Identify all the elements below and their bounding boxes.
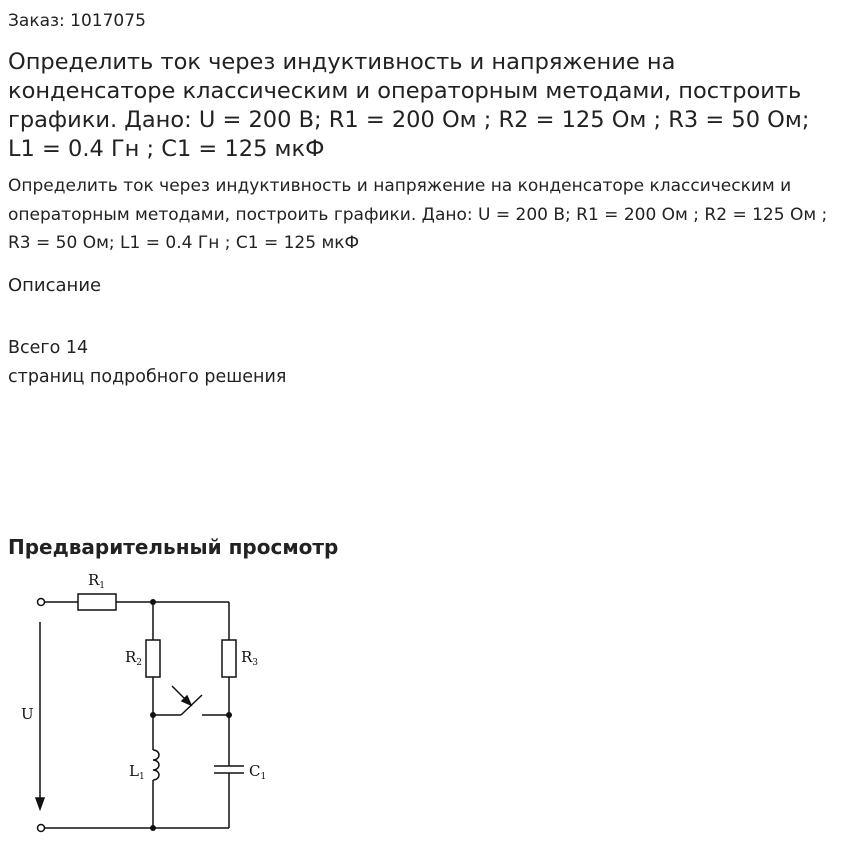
page-title: Определить ток через индуктивность и напряжение на конденсаторе классическим и операторным методами, построить графики. Дано: U = 200 В; R1 = 200 Ом ; R2 = 125 Ом ; R3 = 50 Ом; L1 = 0.4 Гн ; C1 = 125 мкФ [8,49,810,162]
voltage-arrow-head [36,798,44,809]
node-top [150,599,156,605]
label-l1: $L_1$ [129,762,145,782]
pages-description: страниц подробного решения [8,367,287,387]
description-heading: Описание [8,275,102,296]
terminal-top [38,599,45,606]
resistor-r1 [78,594,116,610]
circuit-diagram [12,570,282,845]
node-left-mid [150,712,156,718]
resistor-r3 [222,640,236,677]
inductor-l1 [153,750,159,780]
preview-heading: Предварительный просмотр [8,535,339,559]
node-right-mid [226,712,232,718]
label-r1: $R_1$ [88,571,106,591]
order-number: Заказ: 1017075 [8,11,146,31]
label-u: U [21,705,34,723]
label-r2: $R_2$ [125,648,143,668]
label-c1: $C_1$ [249,762,267,782]
pages-total: Всего 14 [8,338,89,358]
resistor-r2 [146,640,160,677]
node-bottom [150,825,156,831]
label-r3: $R_3$ [241,648,259,668]
task-summary: Определить ток через индуктивность и напряжение на конденсаторе классическим и операторным методами, построить графики. Дано: U = 200 В; R1 = 200 Ом ; R2 = 125 Ом ; R3 = 50 Ом; L1 = 0.4 Гн ; C1 = 125 мкФ [8,176,828,253]
terminal-bottom [38,825,45,832]
